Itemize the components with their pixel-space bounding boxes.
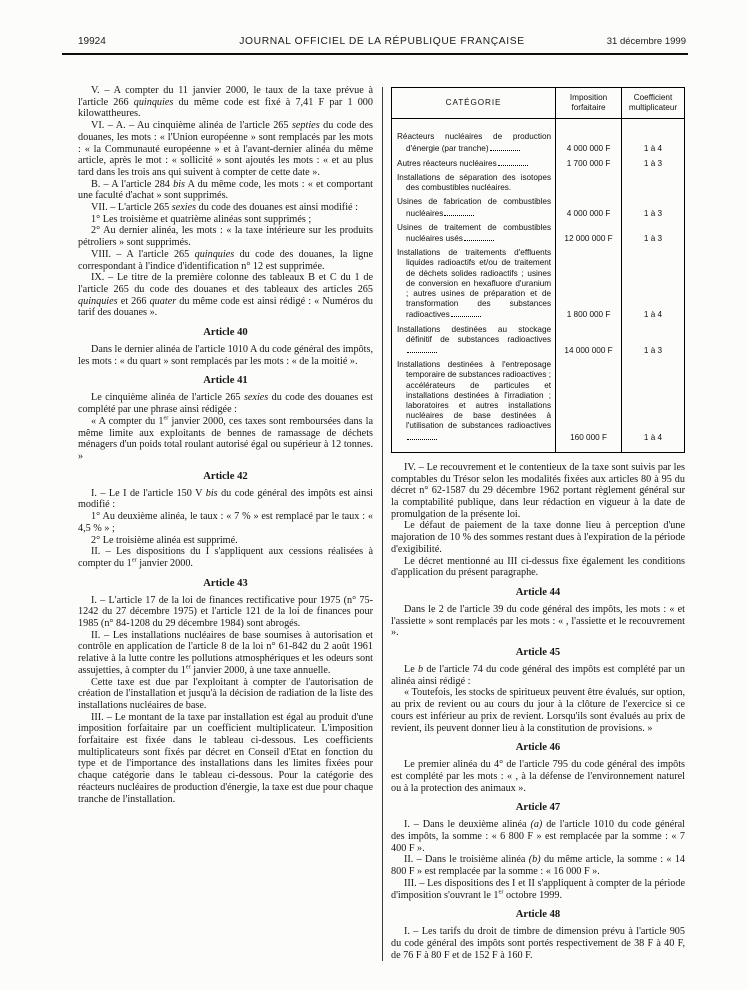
imposition-value: 4 000 000 F xyxy=(556,119,622,157)
paragraph: IX. – Le titre de la première colonne des tableaux B et C du 1 de l'article 265 du code des douanes et des tableaux des articles 265 quinquies et 266 quater du même code est ainsi rédigé : « Numéros du tarif des douanes ». xyxy=(78,272,374,319)
article-46-heading: Article 46 xyxy=(515,742,561,754)
coefficient-value: 1 à 3 xyxy=(622,196,685,221)
paragraph: VIII. – A l'article 265 quinquies du code des douanes, la ligne correspondant à l'indice d'identification n° 12 est supprimée. xyxy=(78,248,373,272)
paragraph: II. – Les dispositions du I s'appliquent aux cessions réalisées à compter du 1er janvier 2000. xyxy=(78,546,373,569)
leader-dots xyxy=(407,432,437,440)
imposition-value: 1 700 000 F xyxy=(556,157,622,172)
paragraph: « Toutefois, les stocks de spiritueux peuvent être évalués, sur option, au prix de revient ou au cours du jour à la clôture de l'exercice si ce cours est inférieur au prix de revient. Lorsqu'ils sont évalués au prix de revient, ils peuvent donner lieu à la constitution de provisions. » xyxy=(391,687,685,734)
table-header-coefficient: Coefficient multiplicateur xyxy=(622,88,685,119)
table-row: Usines de traitement de combustibles nucléaires usés 12 000 000 F 1 à 3 xyxy=(392,222,685,247)
paragraph: II. – Les installations nucléaires de base soumises à autorisation et contrôle en application de l'article 8 de la loi n° 61-842 du 2 août 1961 relative à la lutte contre les pollutions atmosphériques et les odeurs sont assujetties, à compter du 1er janvier 2000, à une taxe annuelle. xyxy=(78,629,373,676)
paragraph: VI. – A. – Au cinquième alinéa de l'article 265 septies du code des douanes, les mots : « l'Union européenne » sont remplacés par les mots : « la Communauté européenne » et à l'avant-dernier alinéa du même article, après le mot : « sollicité » sont ajoutés les mots : « et au plus tard dans les trois ans qui suivent à compter de cette date ». xyxy=(78,120,374,178)
leader-dots xyxy=(407,345,437,353)
paragraph: III. – Les dispositions des I et II s'appliquent à compter de la période d'imposition s'ouvrant le 1er octobre 1999. xyxy=(391,877,685,901)
paragraph: B. – A l'article 284 bis A du même code, les mots : « et comportant une faculté d'achat » sont supprimés. xyxy=(78,178,373,202)
table-row: Installations de séparation des isotopes des combustibles nucléaires. xyxy=(392,172,685,196)
table-row: Installations de traitements d'effluents liquides radioactifs et/ou de traitement de déchets solides radioactifs ; usines de conversion en hexafluore d'uranium ; autres usines de préparation et de transformation des substances radioactives 1 800 000 F 1 à 4 xyxy=(392,247,685,323)
table-row: Autres réacteurs nucléaires 1 700 000 F 1 à 3 xyxy=(392,157,685,172)
article-42-heading: Article 42 xyxy=(203,470,248,482)
tax-table xyxy=(391,87,685,453)
paragraph: « A compter du 1er janvier 2000, ces taxes sont remboursées dans la même limite aux exploitants de bennes de ramassage de déchets ménagers d'un poids total roulant autorisé égal ou supérieur à 12 tonnes. » xyxy=(78,414,373,462)
coefficient-value xyxy=(622,172,685,196)
paragraph: 1° Au deuxième alinéa, le taux : « 7 % » est remplacé par le taux : « 4,5 % » ; xyxy=(78,511,373,534)
paragraph: VII. – L'article 265 sexies du code des douanes est ainsi modifié : xyxy=(91,202,358,214)
table-row: Réacteurs nucléaires de production d'énergie (par tranche) 4 000 000 F 1 à 4 xyxy=(392,119,685,157)
page-header xyxy=(0,0,748,47)
leader-dots xyxy=(498,158,528,166)
coefficient-value: 1 à 3 xyxy=(622,324,685,360)
table-header-row xyxy=(392,88,685,119)
paragraph: Dans le 2 de l'article 39 du code général des impôts, les mots : « et l'assiette » sont remplacés par les mots : « , l'assiette et le recouvrement ». xyxy=(391,603,685,639)
paragraph: Le décret mentionné au III ci-dessus fixe également les conditions d'application du présent paragraphe. xyxy=(391,555,685,579)
coefficient-value: 1 à 3 xyxy=(622,157,685,172)
article-45-heading: Article 45 xyxy=(515,647,561,659)
article-44-heading: Article 44 xyxy=(515,586,561,598)
paragraph: Dans le dernier alinéa de l'article 1010 A du code général des impôts, les mots : « du quart » sont remplacés par les mots : « de la moitié ». xyxy=(78,344,373,367)
right-column xyxy=(391,85,685,961)
paragraph: Le premier alinéa du 4° de l'article 795 du code général des impôts est complété par les mots : « , à la défense de l'environnement naturel ou à la protection des animaux ». xyxy=(391,759,685,794)
paragraph: I. – Dans le deuxième alinéa (a) de l'article 1010 du code général des impôts, la somme : « 6 800 F » est remplacée par la somme : « 7 400 F ». xyxy=(391,819,686,854)
paragraph: V. – A compter du 11 janvier 2000, le taux de la taxe prévue à l'article 266 quinquies du même code est fixé à 7,41 F par 1 000 kilowattheures. xyxy=(78,85,373,120)
paragraph: I. – L'article 17 de la loi de finances rectificative pour 1975 (n° 75-1242 du 27 décembre 1975) et l'article 121 de la loi de finances pour 1985 (n° 84-1208 du 29 décembre 1984) sont abrogés. xyxy=(78,594,373,630)
paragraph: I. – Le I de l'article 150 V bis du code général des impôts est ainsi modifié : xyxy=(78,487,373,511)
imposition-value xyxy=(556,172,622,196)
paragraph: Cette taxe est due par l'exploitant à compter de l'autorisation de création de l'installation et jusqu'à la décision de radiation de la liste des installations nucléaires de base. xyxy=(78,676,373,711)
table-row: Installations destinées à l'entreposage temporaire de substances radioactives ; accélérateurs de particules et installations destinées à l'irradiation ; laboratoires et autres installations nucléaires de base destinées à l'utilisation de substances radioactives 160 000 F 1 à 4 xyxy=(392,359,685,452)
leader-dots xyxy=(444,208,474,216)
imposition-value: 14 000 000 F xyxy=(556,324,622,360)
paragraph: II. – Dans le troisième alinéa (b) du même article, la somme : « 14 800 F » est remplacée par la somme : « 16 000 F ». xyxy=(391,854,686,878)
table-row: Usines de fabrication de combustibles nucléaires 4 000 000 F 1 à 3 xyxy=(392,196,685,221)
coefficient-value: 1 à 3 xyxy=(622,222,685,247)
table-header-categorie: CATÉGORIE xyxy=(392,88,556,119)
coefficient-value: 1 à 4 xyxy=(622,359,685,452)
article-47-heading: Article 47 xyxy=(515,802,561,814)
paragraph: III. – Le montant de la taxe par installation est égal au produit d'une imposition forfaitaire par un coefficient multiplicateur. L'imposition forfaitaire est fixée dans le tableau ci-dessous. Les coefficients multiplicateurs sont fixés par décret en Conseil d'Etat en fonction du type et de l'importance des installations dans les limites fixées pour chaque catégorie dans le tableau ci-dessous. Pour la catégorie des réacteurs nucléaires de production d'énergie, la taxe est due pour chaque tranche de l'installation. xyxy=(78,711,373,805)
journal-title: JOURNAL OFFICIEL DE LA RÉPUBLIQUE FRANÇAISE xyxy=(239,36,525,47)
article-40-heading: Article 40 xyxy=(203,327,248,339)
leader-dots xyxy=(451,309,481,317)
left-column xyxy=(78,85,373,961)
paragraph: 1° Les troisième et quatrième alinéas sont supprimés ; xyxy=(91,213,312,225)
paragraph: IV. – Le recouvrement et le contentieux de la taxe sont suivis par les comptables du Trésor selon les modalités fixées aux articles 80 à 95 du décret n° 62-1587 du 29 décembre 1962 portant règlement général sur la comptabilité publique, dans leur rédaction en vigueur à la date de promulgation de la présente loi. xyxy=(391,461,685,520)
paragraph: 2° Le troisième alinéa est supprimé. xyxy=(91,534,238,546)
table-row: Installations destinées au stockage définitif de substances radioactives 14 000 000 F 1 à 3 xyxy=(392,324,685,360)
page-number: 19924 xyxy=(78,36,106,47)
article-48-heading: Article 48 xyxy=(515,909,561,921)
article-41-heading: Article 41 xyxy=(203,375,248,387)
page-body xyxy=(0,55,748,961)
article-43-heading: Article 43 xyxy=(203,577,248,589)
coefficient-value: 1 à 4 xyxy=(622,119,685,157)
leader-dots xyxy=(490,143,520,151)
paragraph: Le défaut de paiement de la taxe donne lieu à perception d'une majoration de 10 % des sommes restant dues à l'expiration de la période d'exigibilité. xyxy=(391,520,685,555)
coefficient-value: 1 à 4 xyxy=(622,247,685,323)
imposition-value: 4 000 000 F xyxy=(556,196,622,221)
column-divider xyxy=(382,87,383,961)
imposition-value: 160 000 F xyxy=(556,359,622,452)
imposition-value: 12 000 000 F xyxy=(556,222,622,247)
paragraph: Le cinquième alinéa de l'article 265 sexies du code des douanes est complété par une phrase ainsi rédigée : xyxy=(78,392,373,416)
paragraph: Le b de l'article 74 du code général des impôts est complété par un alinéa ainsi rédigé : xyxy=(391,664,685,687)
issue-date: 31 décembre 1999 xyxy=(606,36,686,47)
table-header-imposition: Imposition forfaitaire xyxy=(556,88,622,119)
leader-dots xyxy=(464,233,494,241)
paragraph: 2° Au dernier alinéa, les mots : « la taxe intérieure sur les produits pétroliers » sont supprimés. xyxy=(78,225,373,249)
paragraph: I. – Les tarifs du droit de timbre de dimension prévu à l'article 905 du code général des impôts sont portés respectivement de 38 F à 40 F, de 76 F à 80 F et de 152 F à 160 F. xyxy=(391,926,685,961)
imposition-value: 1 800 000 F xyxy=(556,247,622,323)
